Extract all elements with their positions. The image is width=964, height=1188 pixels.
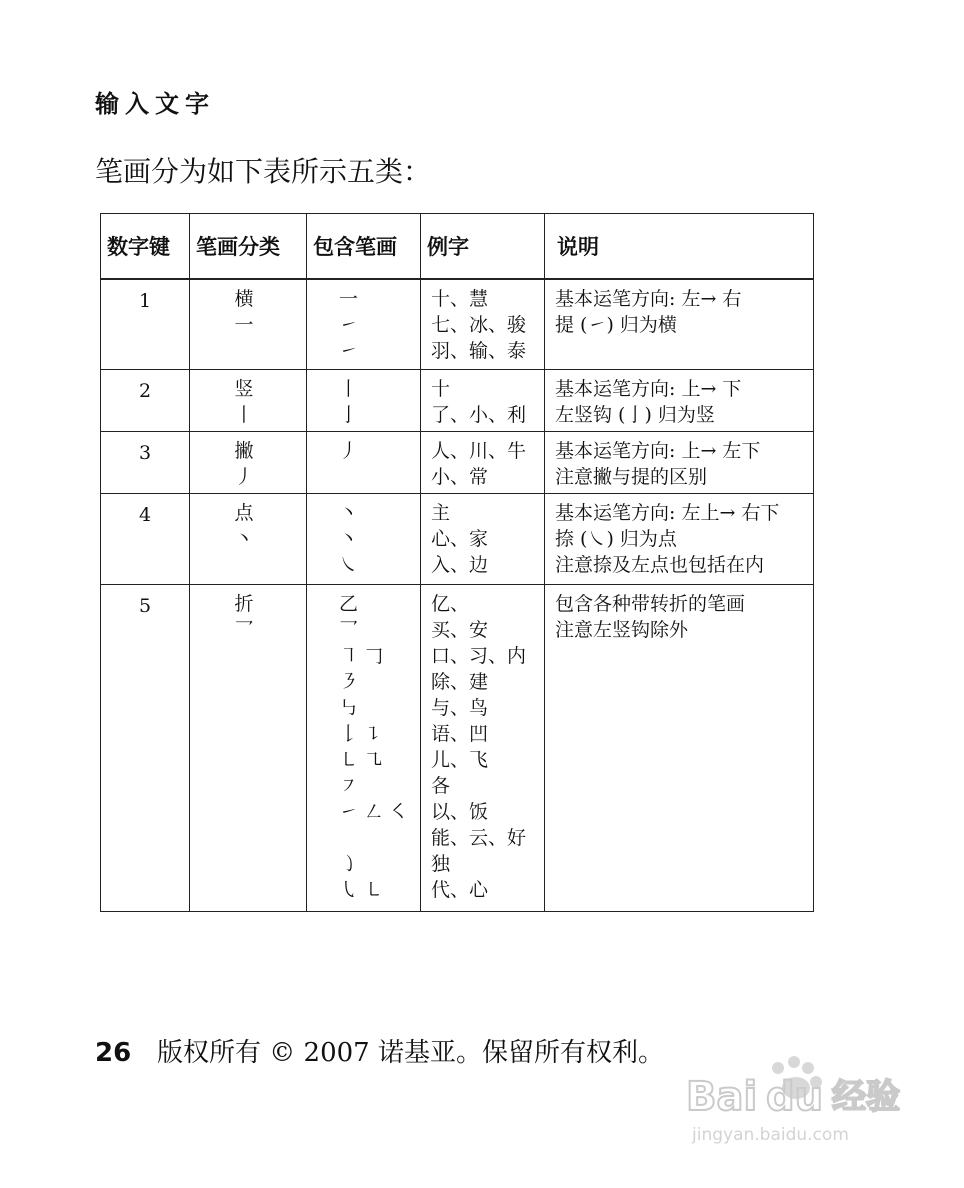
- examples-line: 儿、飞: [431, 748, 489, 771]
- category-line: 点: [234, 501, 254, 524]
- notes-cell: [545, 431, 814, 493]
- strokes-cell: [307, 369, 421, 431]
- header-notes: 说明: [545, 214, 814, 280]
- examples-cell: [421, 279, 545, 369]
- notes-cell: [545, 279, 814, 369]
- key-value: 3: [138, 441, 152, 464]
- page-footer: [95, 1032, 664, 1069]
- key-cell: [101, 431, 190, 493]
- svg-text:Bai: Bai: [686, 1074, 758, 1120]
- notes-line: 左竖钩 (亅) 归为竖: [555, 403, 715, 426]
- examples-line: 各: [431, 774, 451, 797]
- table-row: [101, 279, 814, 369]
- baidu-watermark-logo: [682, 1050, 922, 1150]
- strokes-line: 乙: [339, 592, 359, 615]
- notes-cell: [545, 493, 814, 584]
- svg-text:du: du: [766, 1074, 824, 1120]
- category-line: 折: [234, 592, 254, 615]
- strokes-line: ㇉: [339, 696, 359, 719]
- notes-line: 注意捺及左点也包括在内: [555, 553, 765, 576]
- copyright-text: 版权所有 © 2007 诺基亚。保留所有权利。: [157, 1038, 664, 1068]
- examples-line: 亿、: [431, 592, 470, 615]
- examples-line: 十、慧: [431, 288, 489, 310]
- category-cell: [190, 431, 307, 493]
- strokes-line: ㇂ ㇄: [339, 878, 384, 901]
- notes-line: 基本运笔方向: 上→ 左下: [555, 439, 761, 462]
- section-header: 输入文字: [95, 90, 215, 118]
- notes-line: 基本运笔方向: 上→ 下: [555, 377, 742, 400]
- notes-line: 包含各种带转折的笔画: [555, 592, 746, 615]
- examples-line: 七、冰、骏: [431, 314, 527, 336]
- strokes-line: ㇀ ㇜ ㇛: [339, 800, 409, 823]
- table-row: [101, 369, 814, 431]
- examples-line: 代、心: [431, 878, 489, 901]
- key-value: 5: [138, 594, 152, 617]
- strokes-line: ㇁: [339, 852, 359, 875]
- header-examples: 例字: [421, 214, 545, 280]
- notes-line: 捺 (㇏) 归为点: [555, 527, 677, 550]
- examples-line: 口、习、内: [431, 644, 527, 667]
- examples-line: 羽、输、泰: [431, 340, 527, 362]
- header-number-key: 数字键: [101, 214, 190, 280]
- header-stroke-category: 笔画分类: [190, 214, 307, 280]
- category-line: 乛: [234, 618, 254, 641]
- intro-text: 笔画分为如下表所示五类：: [95, 155, 432, 188]
- strokes-line: 乛: [339, 618, 359, 641]
- category-line: 丶: [234, 527, 254, 550]
- category-line: 竖: [234, 377, 254, 400]
- notes-line: 基本运笔方向: 左→ 右: [555, 288, 742, 310]
- category-cell: [190, 584, 307, 911]
- header-included-strokes: 包含笔画: [307, 214, 421, 280]
- strokes-line: 一: [339, 288, 359, 310]
- strokes-line: [339, 825, 420, 851]
- key-cell: [101, 584, 190, 911]
- strokes-cell: [307, 431, 421, 493]
- examples-line: 十: [431, 377, 451, 400]
- notes-line: 提 (㇀) 归为横: [555, 314, 677, 336]
- strokes-line: ㇇: [339, 774, 359, 797]
- strokes-line: ㇋: [339, 670, 359, 693]
- category-line: 一: [234, 314, 254, 336]
- watermark-url: jingyan.baidu.com: [692, 1125, 849, 1145]
- category-line: 丨: [234, 403, 254, 426]
- strokes-line: 丶: [339, 527, 359, 550]
- strokes-cell: [307, 279, 421, 369]
- strokes-line: ㇏: [339, 553, 359, 576]
- key-value: 1: [138, 290, 152, 312]
- examples-line: 人、川、牛: [431, 439, 527, 462]
- examples-line: 以、饭: [431, 800, 489, 823]
- strokes-line: 丿: [339, 439, 359, 462]
- notes-cell: [545, 369, 814, 431]
- examples-line: 买、安: [431, 618, 489, 641]
- strokes-line: ㇀: [339, 340, 359, 362]
- category-line: 撇: [234, 439, 254, 462]
- strokes-cell: [307, 493, 421, 584]
- category-line: 横: [234, 288, 254, 310]
- examples-line: 心、家: [431, 527, 489, 550]
- stroke-table: [100, 213, 814, 912]
- strokes-line: 丶: [339, 501, 359, 524]
- page-number: 26: [95, 1038, 132, 1068]
- notes-line: 注意左竖钩除外: [555, 618, 689, 641]
- examples-line: 能、云、好: [431, 826, 527, 849]
- table-row: [101, 584, 814, 911]
- examples-line: 与、鸟: [431, 696, 489, 719]
- notes-cell: [545, 584, 814, 911]
- examples-line: 语、凹: [431, 722, 489, 745]
- examples-cell: [421, 431, 545, 493]
- svg-text:经验: 经验: [832, 1077, 900, 1117]
- notes-line: 基本运笔方向: 左上→ 右下: [555, 501, 780, 524]
- examples-line: 主: [431, 501, 451, 524]
- examples-line: 独: [431, 852, 451, 875]
- examples-cell: [421, 369, 545, 431]
- key-cell: [101, 369, 190, 431]
- table-row: [101, 431, 814, 493]
- strokes-line: ㇕ 𠃌: [339, 644, 384, 667]
- category-cell: [190, 493, 307, 584]
- examples-line: 小、常: [431, 465, 489, 488]
- examples-cell: [421, 584, 545, 911]
- key-value: 4: [138, 503, 152, 526]
- key-cell: [101, 493, 190, 584]
- table-header-row: [101, 214, 814, 280]
- strokes-line: 丨: [339, 377, 359, 400]
- category-cell: [190, 279, 307, 369]
- strokes-line: 亅: [339, 403, 359, 426]
- strokes-line: 𠄌 ㇊: [339, 722, 384, 745]
- category-cell: [190, 369, 307, 431]
- strokes-cell: [307, 584, 421, 911]
- strokes-line: ㇄ ㇈: [339, 748, 384, 771]
- key-value: 2: [138, 379, 152, 402]
- examples-line: 入、边: [431, 553, 489, 576]
- table-row: [101, 493, 814, 584]
- key-cell: [101, 279, 190, 369]
- strokes-line: ㇀: [339, 314, 359, 336]
- category-line: 丿: [234, 465, 254, 488]
- examples-cell: [421, 493, 545, 584]
- notes-line: 注意撇与提的区别: [555, 465, 708, 488]
- examples-line: 除、建: [431, 670, 489, 693]
- examples-line: 了、小、利: [431, 403, 527, 426]
